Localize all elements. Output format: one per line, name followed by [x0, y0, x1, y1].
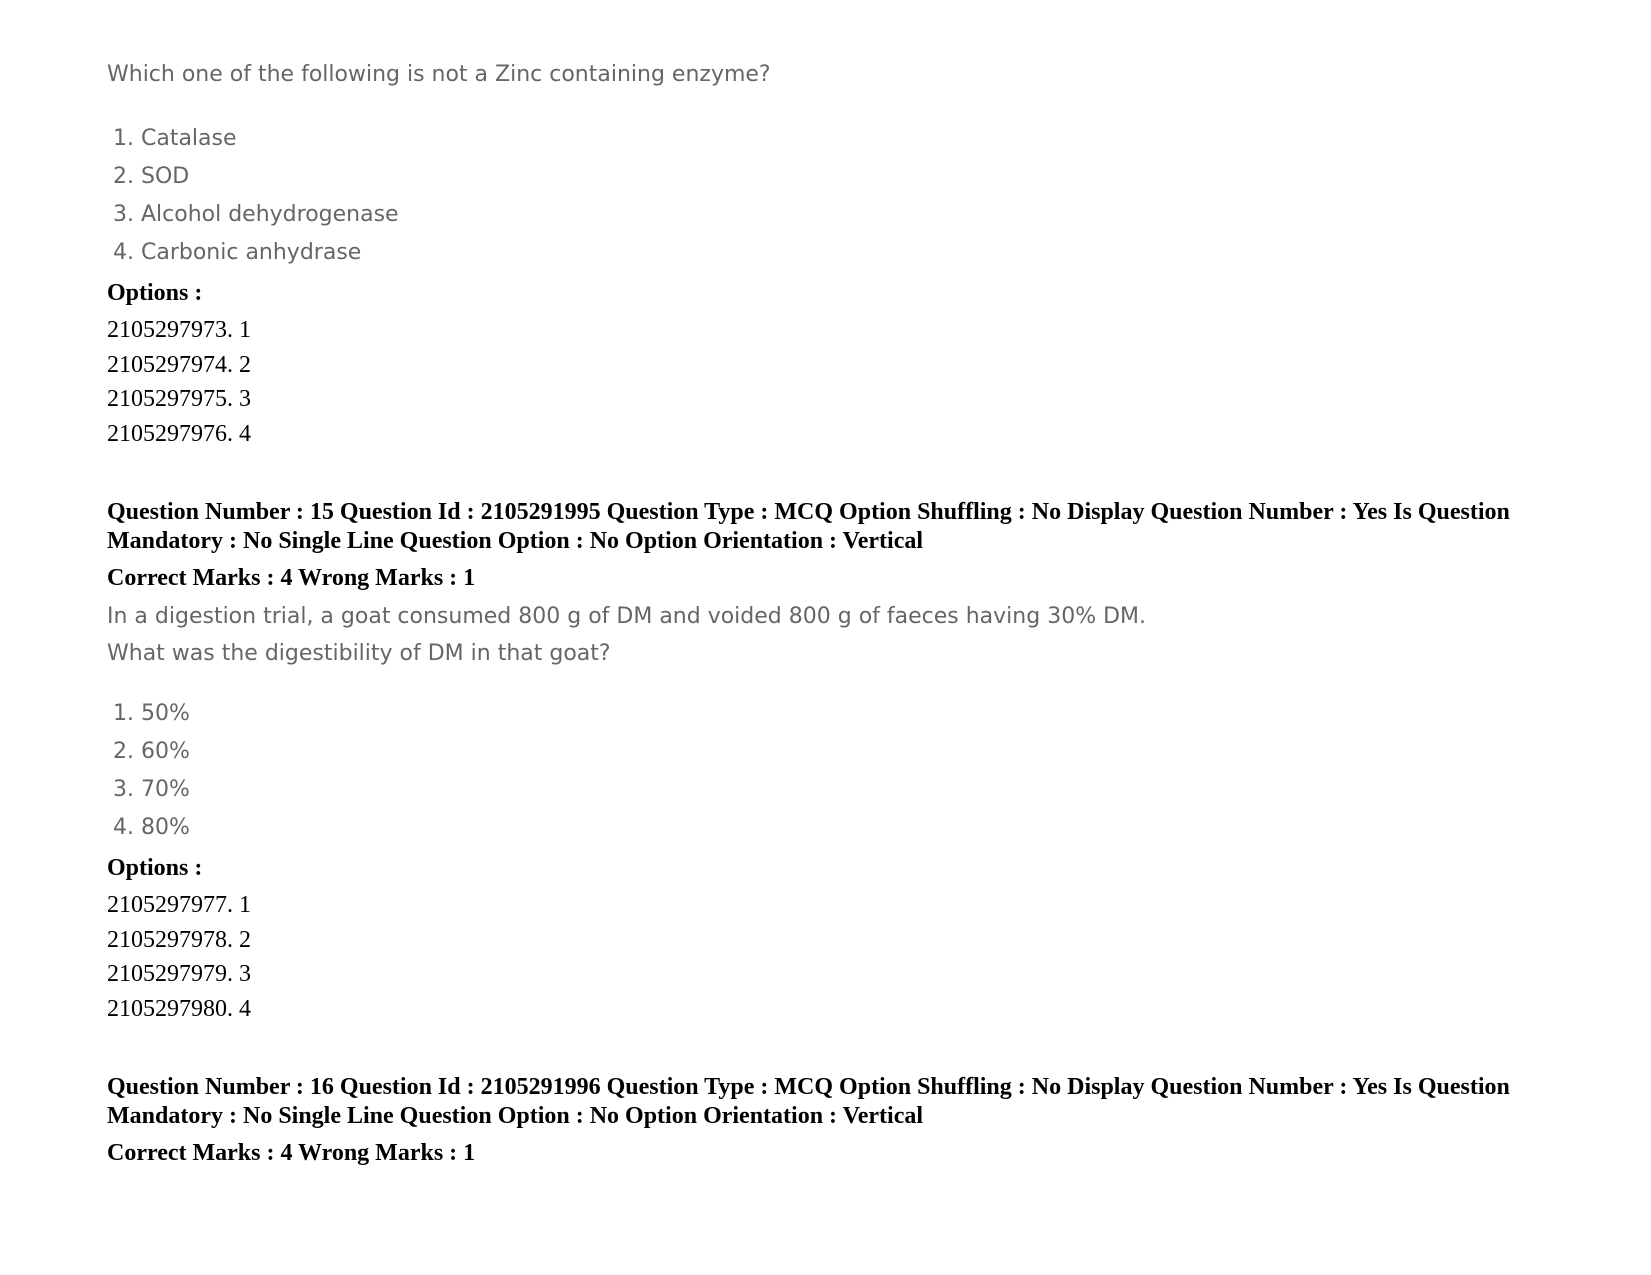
choice-item: 1. Catalase: [113, 126, 237, 151]
question-14-options: [107, 313, 251, 451]
choice-item: 4. 80%: [113, 815, 190, 840]
choice-item: 1. 50%: [113, 701, 190, 726]
option-id-item: 2105297975. 3: [107, 386, 251, 412]
question-15-text-line-1: In a digestion trial, a goat consumed 800 g of DM and voided 800 g of faeces having 30% DM.: [107, 604, 1147, 629]
question-15-options: [107, 888, 251, 1026]
options-label-14: Options :: [107, 280, 203, 306]
question-15-choices: [107, 695, 190, 847]
choice-item: 2. 60%: [113, 739, 190, 764]
question-15-meta: Question Number : 15 Question Id : 2105291995 Question Type : MCQ Option Shuffling : No Display Question Number : Yes Is Question Mandatory : No Single Line Question Option : No Option Orientation : Vertical: [107, 499, 1510, 554]
option-id-item: 2105297976. 4: [107, 420, 251, 447]
choice-item: 3. 70%: [113, 777, 190, 802]
option-id-item: 2105297974. 2: [107, 351, 251, 378]
question-14-text: Which one of the following is not a Zinc containing enzyme?: [107, 62, 771, 87]
question-15-text-line-2: What was the digestibility of DM in that goat?: [107, 641, 611, 666]
question-15-marks: Correct Marks : 4 Wrong Marks : 1: [107, 565, 476, 591]
question-16-marks: Correct Marks : 4 Wrong Marks : 1: [107, 1140, 476, 1166]
options-label-15: Options :: [107, 855, 203, 881]
option-id-item: 2105297978. 2: [107, 926, 251, 953]
choice-item: 3. Alcohol dehydrogenase: [113, 202, 399, 227]
option-id-item: 2105297977. 1: [107, 892, 251, 918]
choice-item: 2. SOD: [113, 164, 190, 189]
question-16-meta: Question Number : 16 Question Id : 2105291996 Question Type : MCQ Option Shuffling : No Display Question Number : Yes Is Question Mandatory : No Single Line Question Option : No Option Orientation : Vertical: [107, 1074, 1510, 1129]
question-14-choices: [107, 120, 399, 272]
choice-item: 4. Carbonic anhydrase: [113, 240, 362, 265]
option-id-item: 2105297980. 4: [107, 995, 251, 1022]
option-id-item: 2105297973. 1: [107, 317, 251, 343]
option-id-item: 2105297979. 3: [107, 961, 251, 987]
